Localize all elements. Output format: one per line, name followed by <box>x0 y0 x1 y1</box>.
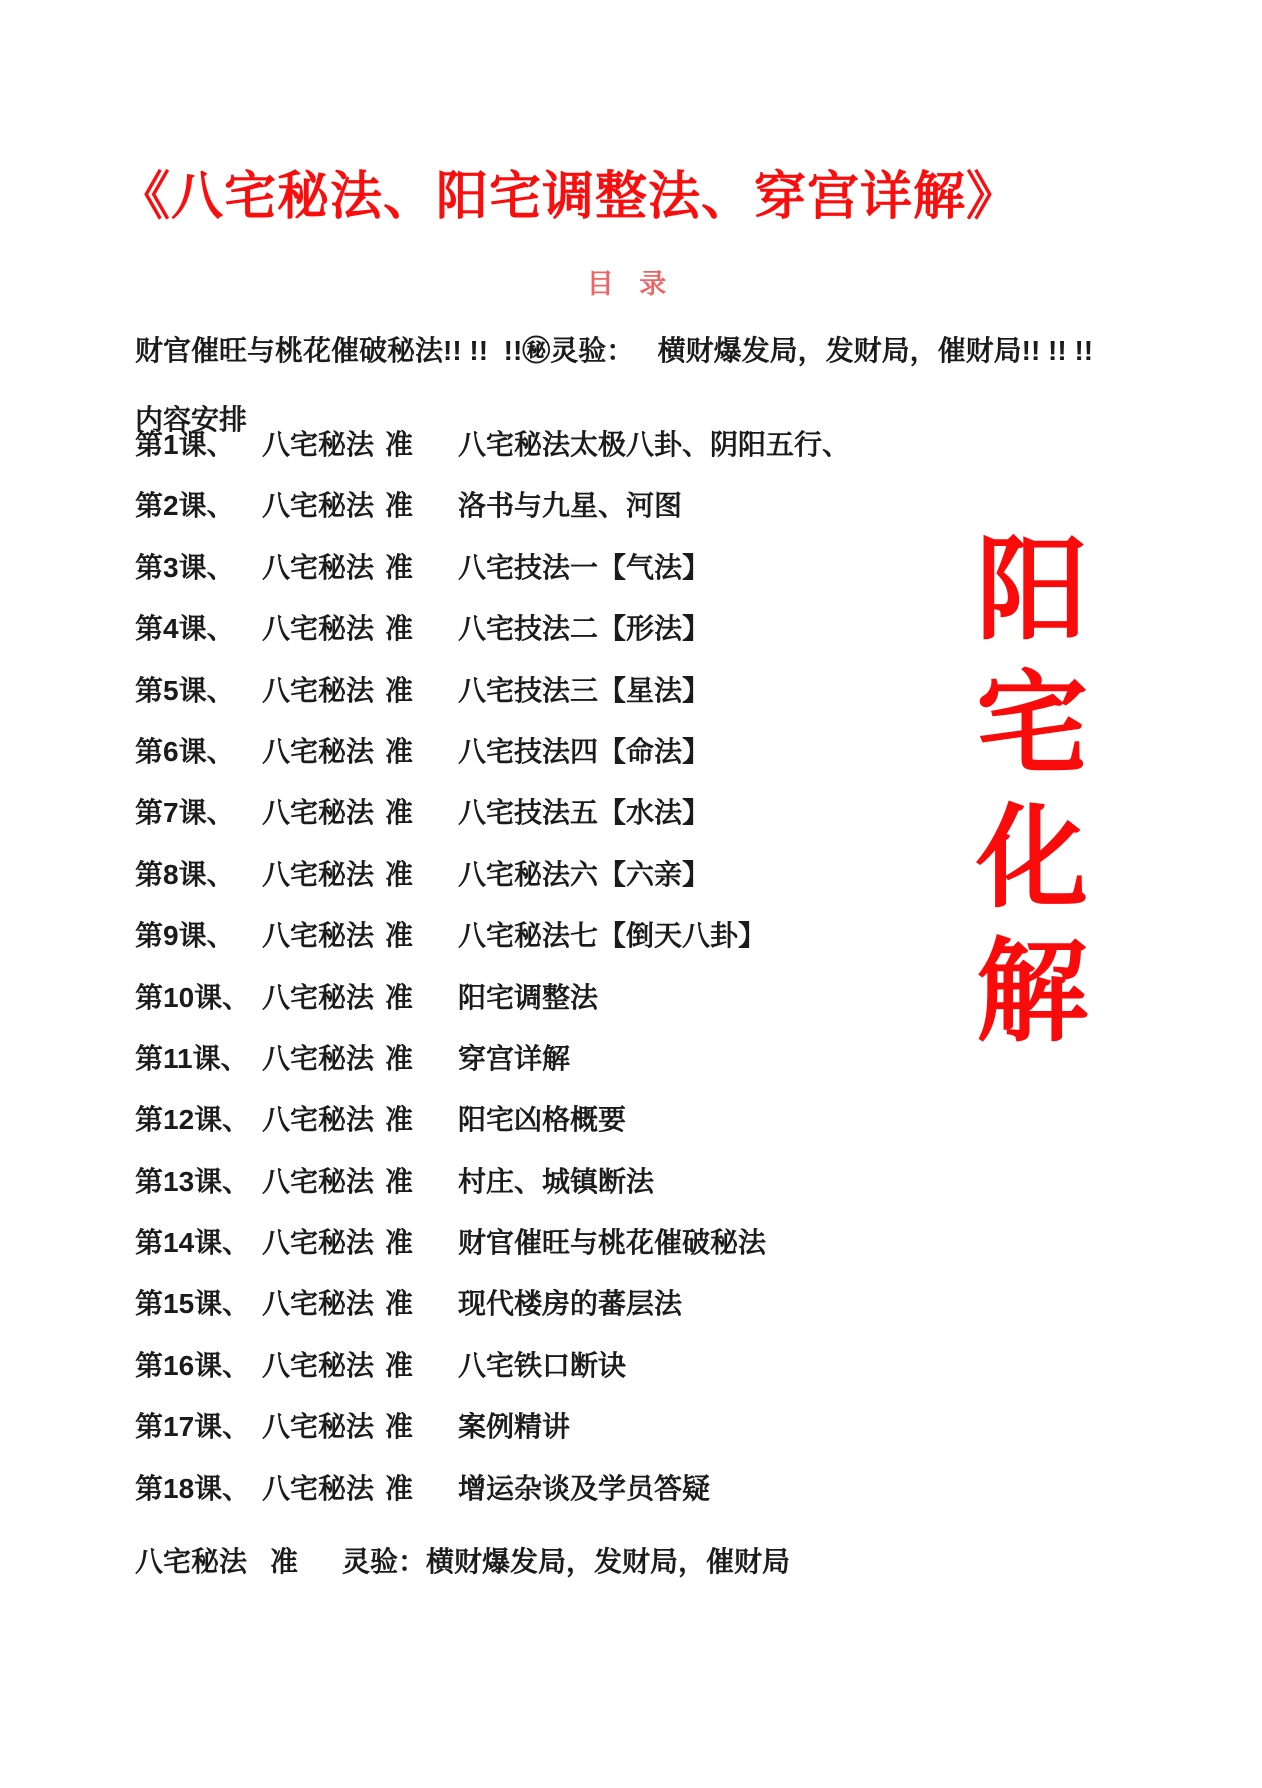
summary-text: 灵验：横财爆发局，发财局，催财局 <box>342 1546 791 1577</box>
course-topic: 八宅技法二【形法】 <box>458 613 711 645</box>
course-topic: 村庄、城镇断法 <box>458 1165 655 1197</box>
course-number: 第17课、 <box>135 1411 251 1443</box>
course-method: 八宅秘法 <box>262 1411 375 1443</box>
course-number: 第13课、 <box>135 1165 251 1197</box>
toc-row <box>135 1044 1262 1105</box>
course-number: 第4课、 <box>135 613 235 645</box>
course-topic: 八宅秘法七【倒天八卦】 <box>458 920 767 952</box>
toc-row <box>135 1351 1262 1412</box>
summary-method: 八宅秘法 <box>135 1546 248 1577</box>
course-method: 八宅秘法 <box>262 1472 375 1504</box>
course-number: 第15课、 <box>135 1288 251 1320</box>
course-number: 第16课、 <box>135 1349 251 1381</box>
toc-row <box>135 553 1262 614</box>
course-method: 八宅秘法 <box>262 735 375 767</box>
course-mark: 准 <box>385 858 414 890</box>
course-number: 第12课、 <box>135 1104 251 1136</box>
toc-row <box>135 1105 1262 1166</box>
course-number: 第6课、 <box>135 735 235 767</box>
course-topic: 八宅技法五【水法】 <box>458 797 711 829</box>
course-mark: 准 <box>385 613 414 645</box>
course-method: 八宅秘法 <box>262 551 375 583</box>
summary-line <box>135 1540 790 1580</box>
toc-row <box>135 491 1262 552</box>
toc-heading: 目 录 <box>586 269 676 299</box>
toc-row <box>135 1412 1262 1473</box>
document-title: 《八宅秘法、阳宅调整法、穿宫详解》 <box>118 168 1020 226</box>
course-method: 八宅秘法 <box>262 674 375 706</box>
course-topic: 增运杂谈及学员答疑 <box>458 1472 711 1504</box>
course-mark: 准 <box>385 1042 414 1074</box>
course-topic: 洛书与九星、河图 <box>458 490 683 522</box>
course-number: 第3课、 <box>135 551 235 583</box>
course-mark: 准 <box>385 1349 414 1381</box>
toc-row <box>135 676 1262 737</box>
course-number: 第8课、 <box>135 858 235 890</box>
toc-row <box>135 1167 1262 1228</box>
course-method: 八宅秘法 <box>262 1349 375 1381</box>
course-mark: 准 <box>385 490 414 522</box>
course-number: 第14课、 <box>135 1227 251 1259</box>
course-number: 第1课、 <box>135 429 235 460</box>
course-topic: 阳宅调整法 <box>458 981 599 1013</box>
course-topic: 八宅技法一【气法】 <box>458 551 711 583</box>
course-method: 八宅秘法 <box>262 1104 375 1136</box>
toc-row <box>135 1474 1262 1535</box>
course-number: 第2课、 <box>135 490 235 522</box>
course-topic: 八宅秘法太极八卦、阴阳五行、 <box>458 429 851 460</box>
course-method: 八宅秘法 <box>262 920 375 952</box>
course-topic: 八宅技法三【星法】 <box>458 674 711 706</box>
side-watermark: 阳宅化解 <box>957 530 1089 1066</box>
section-heading: 内容安排 <box>135 404 248 435</box>
summary-mark: 准 <box>270 1546 299 1577</box>
course-method: 八宅秘法 <box>262 981 375 1013</box>
course-topic: 八宅技法四【命法】 <box>458 735 711 767</box>
course-mark: 准 <box>385 429 414 460</box>
course-mark: 准 <box>385 1165 414 1197</box>
course-mark: 准 <box>385 797 414 829</box>
course-mark: 准 <box>385 1411 414 1443</box>
course-mark: 准 <box>385 735 414 767</box>
course-mark: 准 <box>385 1227 414 1259</box>
course-number: 第18课、 <box>135 1472 251 1504</box>
course-method: 八宅秘法 <box>262 797 375 829</box>
course-method: 八宅秘法 <box>262 1165 375 1197</box>
toc-list <box>135 430 1262 1535</box>
toc-row <box>135 860 1262 921</box>
course-mark: 准 <box>385 981 414 1013</box>
course-topic: 穿宫详解 <box>458 1042 571 1074</box>
course-number: 第5课、 <box>135 674 235 706</box>
course-method: 八宅秘法 <box>262 429 375 460</box>
course-topic: 现代楼房的蕃层法 <box>458 1288 683 1320</box>
toc-row <box>135 921 1262 982</box>
course-mark: 准 <box>385 551 414 583</box>
course-method: 八宅秘法 <box>262 490 375 522</box>
toc-row <box>135 1289 1262 1350</box>
course-method: 八宅秘法 <box>262 1227 375 1259</box>
course-method: 八宅秘法 <box>262 1042 375 1074</box>
toc-row <box>135 614 1262 675</box>
course-topic: 八宅秘法六【六亲】 <box>458 858 711 890</box>
course-topic: 阳宅凶格概要 <box>458 1104 627 1136</box>
course-topic: 案例精讲 <box>458 1411 571 1443</box>
toc-row <box>135 1228 1262 1289</box>
course-method: 八宅秘法 <box>262 858 375 890</box>
course-topic: 八宅铁口断诀 <box>458 1349 627 1381</box>
toc-row <box>135 798 1262 859</box>
course-number: 第11课、 <box>135 1042 249 1074</box>
course-number: 第10课、 <box>135 981 251 1013</box>
course-number: 第7课、 <box>135 797 235 829</box>
course-mark: 准 <box>385 1472 414 1504</box>
course-method: 八宅秘法 <box>262 1288 375 1320</box>
course-method: 八宅秘法 <box>262 613 375 645</box>
course-mark: 准 <box>385 1288 414 1320</box>
course-topic: 财官催旺与桃花催破秘法 <box>458 1227 767 1259</box>
toc-row <box>135 430 1262 491</box>
course-number: 第9课、 <box>135 920 235 952</box>
course-mark: 准 <box>385 920 414 952</box>
course-mark: 准 <box>385 1104 414 1136</box>
toc-row <box>135 737 1262 798</box>
toc-row <box>135 983 1262 1044</box>
course-mark: 准 <box>385 674 414 706</box>
intro-line: 财官催旺与桃花催破秘法!! !! !!㊙灵验： 横财爆发局，发财局，催财局!! !! !! <box>135 335 1094 366</box>
